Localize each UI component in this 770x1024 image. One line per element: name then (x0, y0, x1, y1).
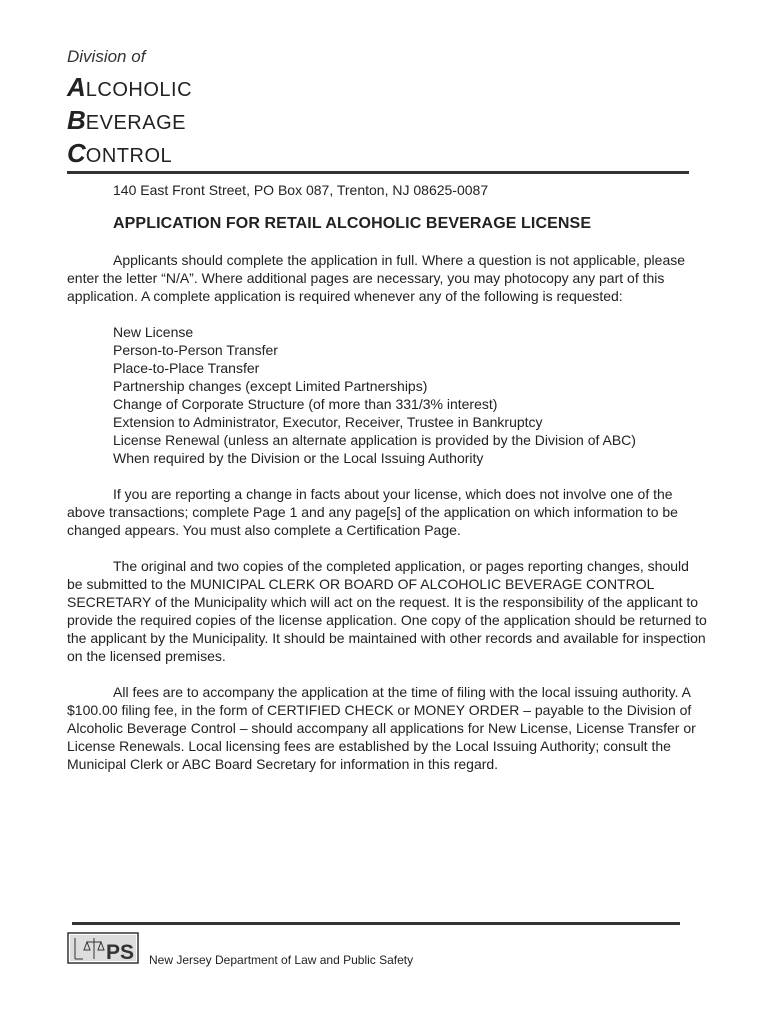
list-item: License Renewal (unless an alternate application is provided by the Division of ABC) (113, 432, 636, 448)
instructions-body (67, 251, 707, 791)
list-item: Person-to-Person Transfer (113, 342, 278, 358)
department-name: New Jersey Department of Law and Public Safety (149, 953, 414, 967)
application-title: APPLICATION FOR RETAIL ALCOHOLIC BEVERAGE LICENSE (113, 215, 592, 232)
list-item: New License (113, 324, 194, 340)
change-facts-paragraph: If you are reporting a change in facts about your license, which does not involve one of the above transactions; complete Page 1 and any page[s] of the application on which information to be changed appears. You must also complete a Certification Page. (67, 486, 678, 538)
list-item: When required by the Division or the Local Issuing Authority (113, 450, 484, 466)
division-word-initial: C (67, 138, 86, 168)
footer-divider (72, 922, 680, 925)
requested-items-list (113, 323, 707, 467)
division-word-rest: EVERAGE (85, 112, 186, 134)
division-word-rest: LCOHOLIC (85, 79, 193, 101)
division-word-initial: B (67, 105, 86, 135)
svg-text:PS: PS (106, 941, 135, 964)
division-of-label: Division of (67, 47, 146, 66)
division-word-control (67, 138, 707, 171)
header-divider (67, 171, 689, 174)
division-word-beverage (67, 105, 707, 138)
lps-logo (67, 928, 139, 966)
division-address: 140 East Front Street, PO Box 087, Trenton, NJ 08625-0087 (113, 182, 489, 198)
list-item: Change of Corporate Structure (of more than 331/3% interest) (113, 396, 498, 412)
fees-paragraph: All fees are to accompany the application at the time of filing with the local issuing authority. A $100.00 filing fee, in the form of CERTIFIED CHECK or MONEY ORDER – payable to the Division of Alcoholic Beverage Control – should accompany all applications for New License, License Transfer or License Renewals. Local licensing fees are established by the Local Issuing Authority; consult the Municipal Clerk or ABC Board Secretary for information in this regard. (67, 684, 696, 772)
division-word-rest: ONTROL (85, 145, 173, 167)
list-item: Partnership changes (except Limited Partnerships) (113, 378, 428, 394)
submission-paragraph: The original and two copies of the completed application, or pages reporting changes, should be submitted to the MUNICIPAL CLERK OR BOARD OF ALCOHOLIC BEVERAGE CONTROL SECRETARY of the Municipality which will act on the request. It is the responsibility of the applicant to provide the required copies of the license application. One copy of the application should be returned to the applicant by the Municipality. It should be maintained with other records and available for inspection on the licensed premises. (67, 558, 707, 664)
division-word-alcoholic (67, 72, 707, 105)
division-header (67, 46, 707, 171)
intro-paragraph: Applicants should complete the application in full. Where a question is not applicable, please enter the letter “N/A”. Where additional pages are necessary, you may photocopy any part of this application. A complete application is required whenever any of the following is requested: (67, 252, 686, 304)
list-item: Place-to-Place Transfer (113, 360, 260, 376)
division-word-initial: A (67, 72, 86, 102)
list-item: Extension to Administrator, Executor, Receiver, Trustee in Bankruptcy (113, 414, 543, 430)
